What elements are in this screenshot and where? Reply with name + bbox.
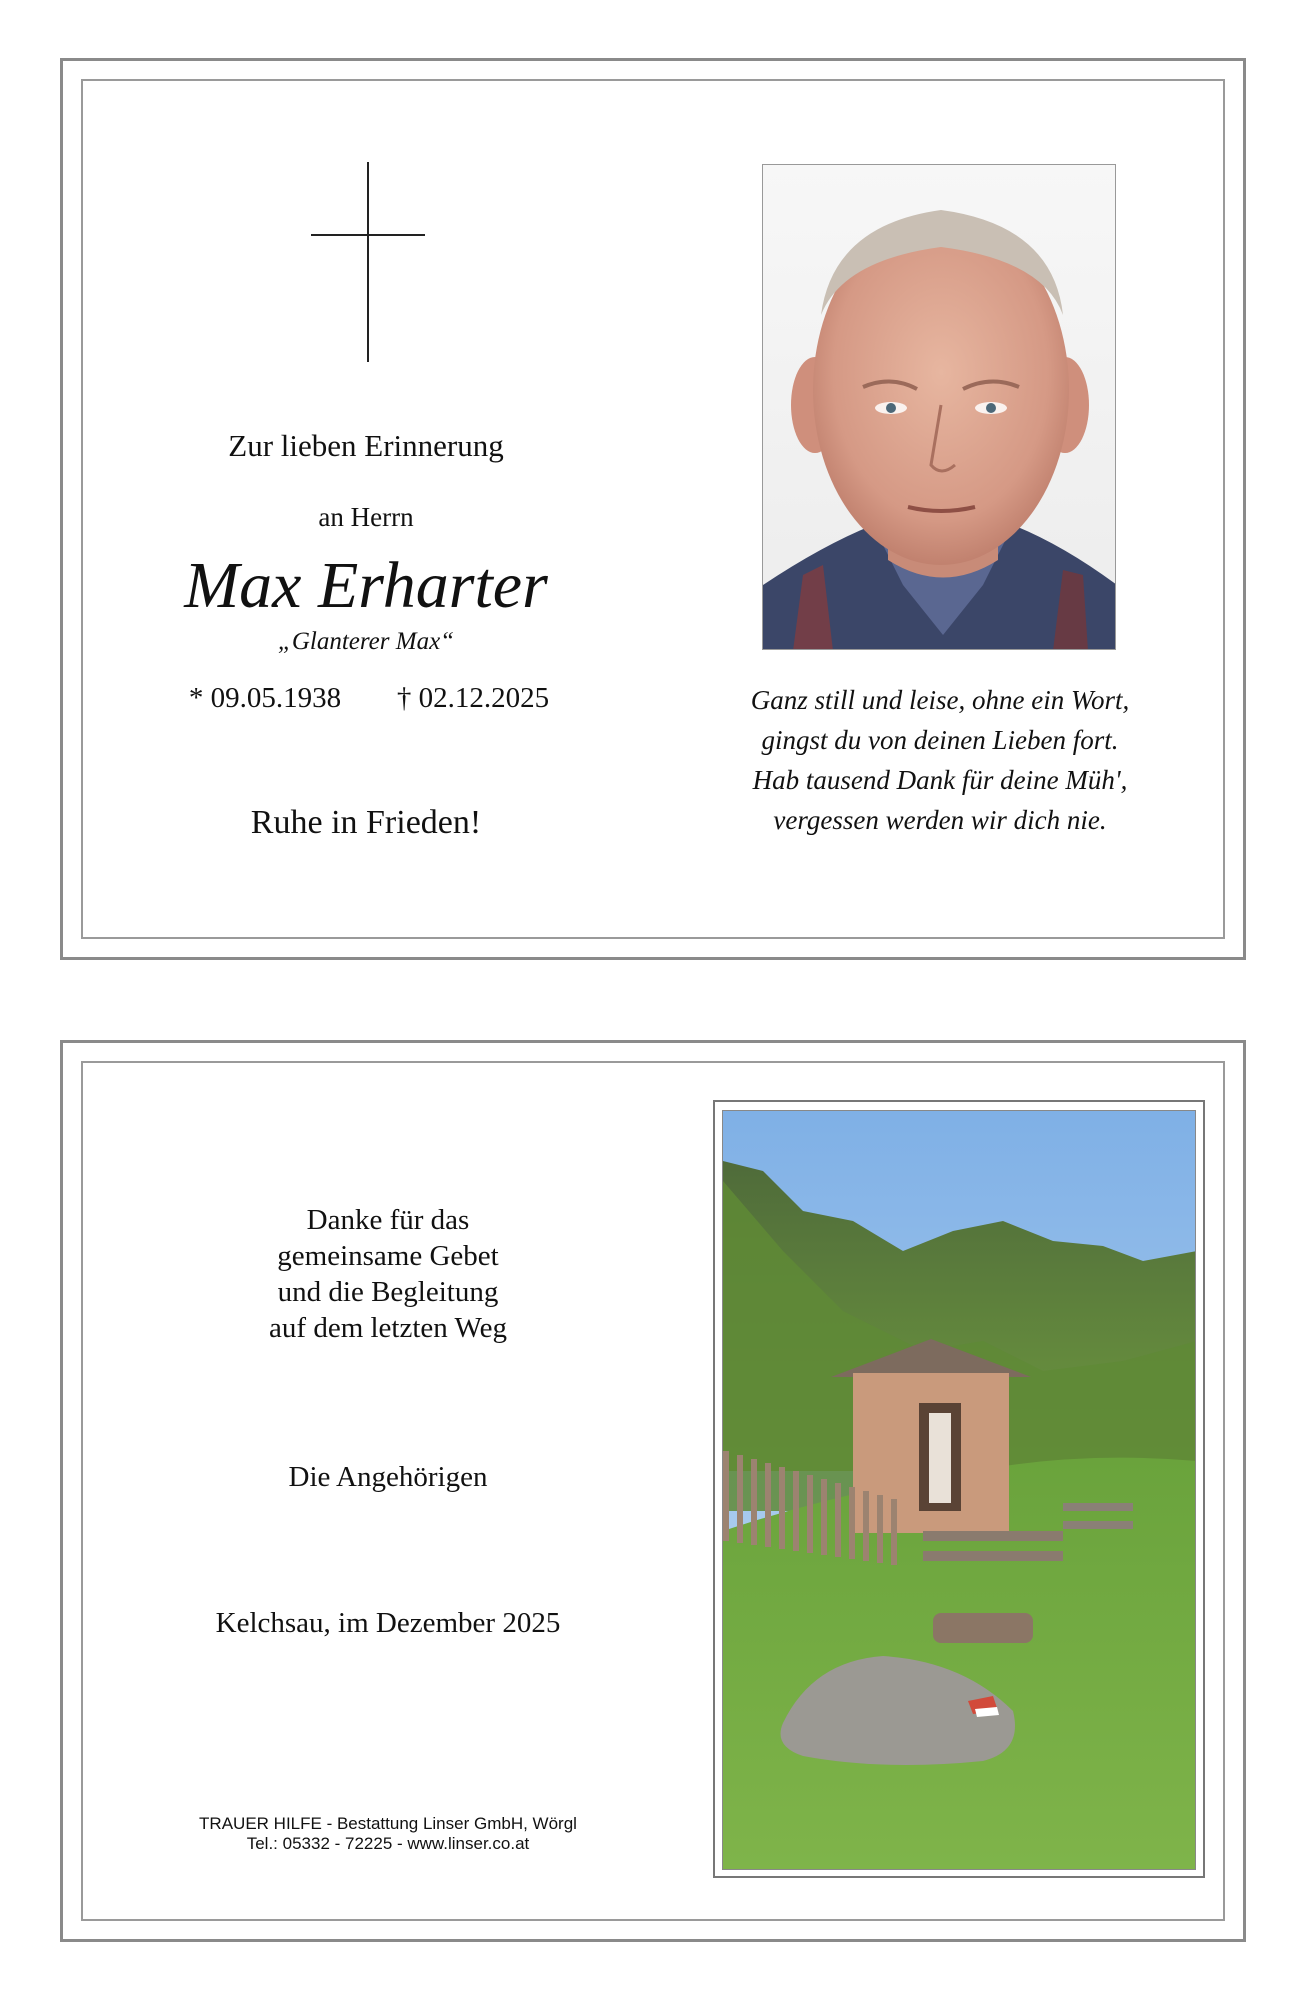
cross-icon-vertical <box>367 162 369 362</box>
footer-line: TRAUER HILFE - Bestattung Linser GmbH, Wörgl <box>199 1814 577 1833</box>
funeral-home-footer <box>138 1814 638 1854</box>
poem-line: Ganz still und leise, ohne ein Wort, <box>750 685 1130 715</box>
signature: Die Angehörigen <box>288 1461 488 1493</box>
heading: Zur lieben Erinnerung <box>228 428 504 463</box>
poem <box>700 680 1180 840</box>
footer-line: Tel.: 05332 - 72225 - www.linser.co.at <box>246 1834 530 1853</box>
closing-line: Ruhe in Frieden! <box>250 804 482 841</box>
thanks-line: Danke für das <box>306 1204 470 1236</box>
thanks-line: gemeinsame Gebet <box>277 1240 499 1272</box>
cross-icon-horizontal <box>311 234 425 236</box>
thanks-text <box>188 1202 588 1346</box>
death-date: † 02.12.2025 <box>396 682 550 714</box>
nickname: „Glanterer Max“ <box>277 628 455 655</box>
portrait-photo <box>762 164 1116 650</box>
thanks-line: und die Begleitung <box>277 1276 499 1308</box>
salutation: an Herrn <box>318 502 414 532</box>
poem-line: Hab tausend Dank für deine Müh', <box>752 765 1128 795</box>
place-date: Kelchsau, im Dezember 2025 <box>215 1607 561 1639</box>
poem-line: gingst du von deinen Lieben fort. <box>761 725 1119 755</box>
deceased-name: Max Erharter <box>184 549 548 622</box>
birth-date: * 09.05.1938 <box>188 682 342 714</box>
thanks-line: auf dem letzten Weg <box>269 1312 507 1344</box>
landscape-photo <box>722 1110 1196 1870</box>
poem-line: vergessen werden wir dich nie. <box>773 805 1107 835</box>
